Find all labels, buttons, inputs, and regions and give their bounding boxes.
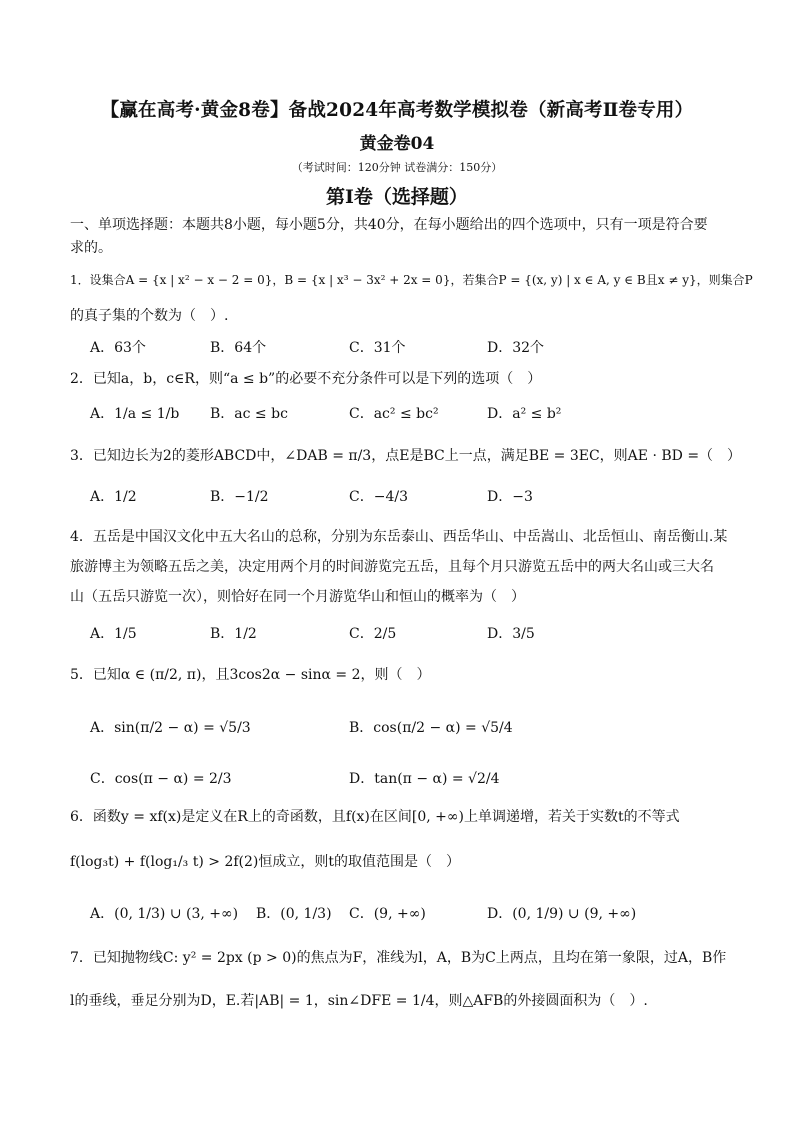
q1-option-b: B．64个 xyxy=(210,340,267,356)
q4-stem-line3: 山（五岳只游览一次），则恰好在同一个月游览华山和恒山的概率为（ ） xyxy=(70,589,525,605)
exam-title: 【赢在高考·黄金8卷】备战2024年高考数学模拟卷（新高考Ⅱ卷专用） xyxy=(100,100,694,121)
q5-option-c: C．cos(π − α) = 2/3 xyxy=(90,771,232,787)
q5-option-a: A．sin(π/2 − α) = √5/3 xyxy=(90,720,251,736)
q4-stem-line2: 旅游博主为领略五岳之美，决定用两个月的时间游览完五岳，且每个月只游览五岳中的两大名山或三大名 xyxy=(70,559,714,575)
q6-stem-line2: f(log₃t) + f(log₁/₃ t) > 2f(2)恒成立，则t的取值范围是（ ） xyxy=(70,854,461,870)
exam-subtitle: 黄金卷04 xyxy=(359,134,435,154)
q6-option-c: C．(9, +∞) xyxy=(349,906,426,922)
q1-stem-line2: 的真子集的个数为（ ）. xyxy=(70,308,229,324)
q3-option-b: B．−1/2 xyxy=(210,489,269,505)
q7-stem-line1: 7．已知抛物线C: y² = 2px (p > 0)的焦点为F，准线为l，A，B为C上两点，且均在第一象限，过A，B作 xyxy=(70,950,727,966)
exam-meta: （考试时间：120分钟 试卷满分：150分） xyxy=(291,161,503,174)
q3-option-a: A．1/2 xyxy=(90,489,137,505)
q2-option-d: D．a² ≤ b² xyxy=(487,406,562,422)
section-intro-line1: 一、单项选择题：本题共8小题，每小题5分，共40分，在每小题给出的四个选项中，只有一项是符合要 xyxy=(70,217,708,233)
q4-option-b: B．1/2 xyxy=(210,626,257,642)
q2-option-a: A．1/a ≤ 1/b xyxy=(90,406,180,422)
q6-option-a: A．(0, 1/3) ∪ (3, +∞) xyxy=(90,906,239,922)
q4-stem-line1: 4．五岳是中国汉文化中五大名山的总称，分别为东岳泰山、西岳华山、中岳嵩山、北岳恒山、南岳衡山.某 xyxy=(70,529,728,545)
q6-stem-line1: 6．函数y = xf(x)是定义在R上的奇函数，且f(x)在区间[0, +∞)上单调递增，若关于实数t的不等式 xyxy=(70,809,680,825)
q1-stem-line1: 1．设集合A = {x | x² − x − 2 = 0}，B = {x | x³ − 3x² + 2x = 0}，若集合P = {(x, y) | x ∈ A, y ∈ B且x ≠ y}，则集合P xyxy=(70,273,753,287)
volume-heading: 第I卷（选择题） xyxy=(326,186,468,208)
q5-stem: 5．已知α ∈ (π/2, π)，且3cos2α − sinα = 2，则（ ） xyxy=(70,667,431,683)
q2-option-b: B．ac ≤ bc xyxy=(210,406,288,422)
q6-option-d: D．(0, 1/9) ∪ (9, +∞) xyxy=(487,906,637,922)
q5-option-b: B．cos(π/2 − α) = √5/4 xyxy=(349,720,513,736)
q4-option-a: A．1/5 xyxy=(90,626,137,642)
section-intro-line2: 求的。 xyxy=(70,240,112,256)
q1-option-a: A．63个 xyxy=(90,340,146,356)
q3-option-c: C．−4/3 xyxy=(349,489,408,505)
q2-option-c: C．ac² ≤ bc² xyxy=(349,406,439,422)
q1-option-c: C．31个 xyxy=(349,340,406,356)
q6-option-b: B．(0, 1/3) xyxy=(256,906,332,922)
q5-option-d: D．tan(π − α) = √2/4 xyxy=(349,771,500,787)
q3-stem: 3．已知边长为2的菱形ABCD中，∠DAB = π/3，点E是BC上一点，满足BE = 3EC，则AE · BD =（ ） xyxy=(70,448,742,464)
q4-option-c: C．2/5 xyxy=(349,626,397,642)
q2-stem: 2．已知a，b，c∈R，则“a ≤ b”的必要不充分条件可以是下列的选项（ ） xyxy=(70,371,542,387)
q4-option-d: D．3/5 xyxy=(487,626,535,642)
q7-stem-line2: l的垂线，垂足分别为D，E.若|AB| = 1，sin∠DFE = 1/4，则△AFB的外接圆面积为（ ）. xyxy=(70,993,648,1009)
q1-option-d: D．32个 xyxy=(487,340,545,356)
q3-option-d: D．−3 xyxy=(487,489,533,505)
